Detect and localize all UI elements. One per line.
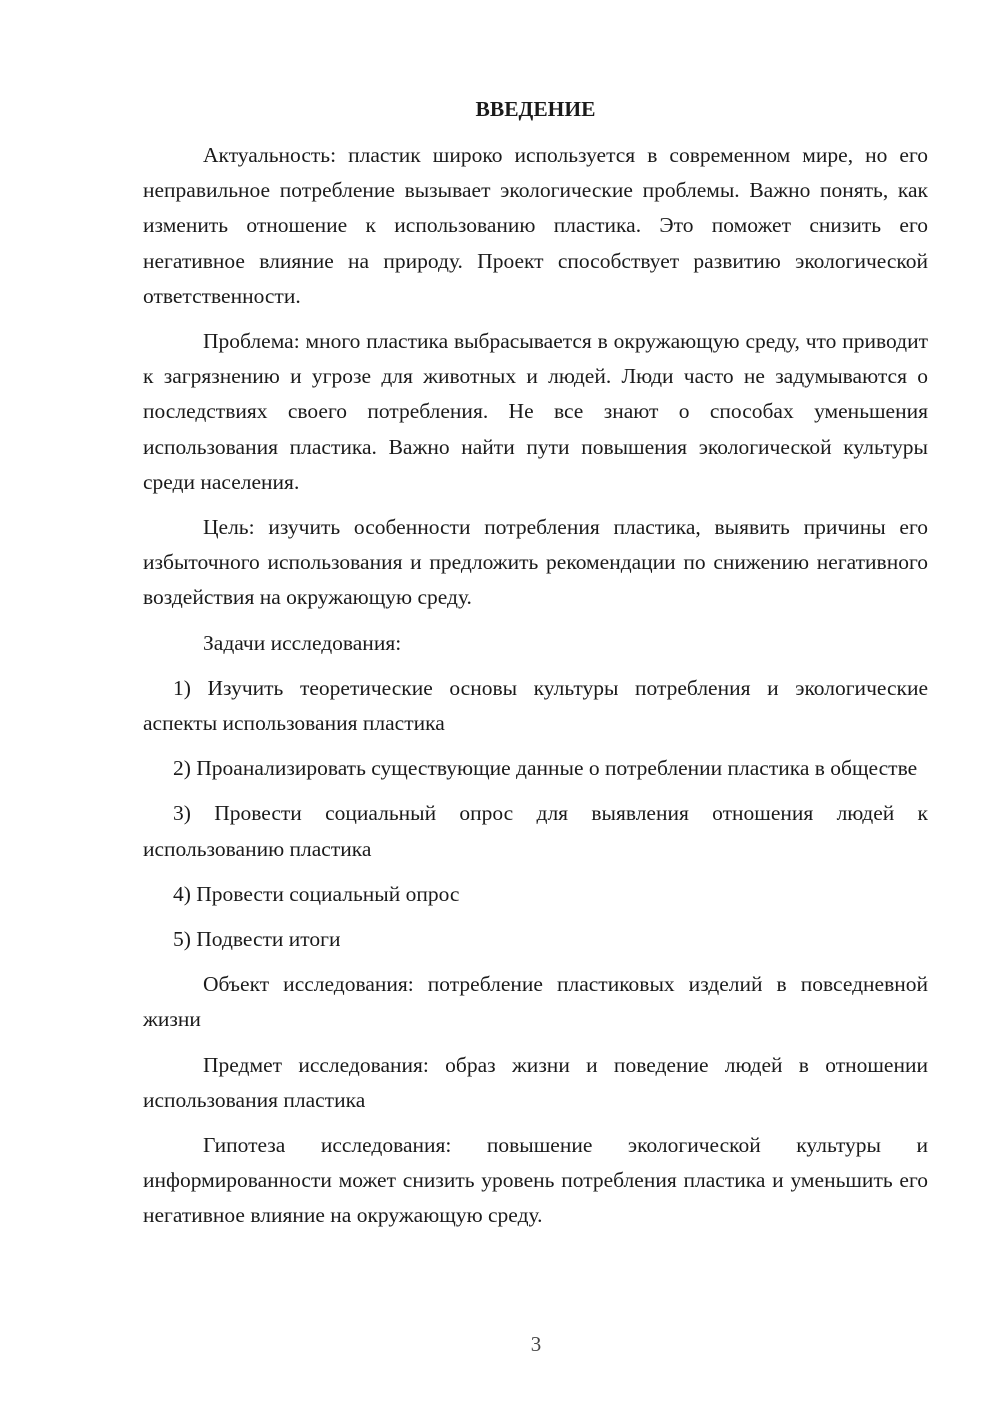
section-title: ВВЕДЕНИЕ (475, 97, 596, 121)
tasks-heading: Задачи исследования: (203, 630, 402, 655)
task-item: 2) Проанализировать существующие данные о потреблении пластика в обществе (173, 756, 918, 781)
goal-paragraph: Цель: изучить особенности потребления пластика, выявить причины его избыточного использования и предложить рекомендации по снижению негативного воздействия на окружающую среду. (143, 515, 928, 610)
task-item: 5) Подвести итоги (173, 927, 341, 952)
problem-paragraph: Проблема: много пластика выбрасывается в окружающую среду, что приводит к загрязнению и угрозе для животных и людей. Люди часто не задумываются о последствиях своего потребления. Не все знают о способах уменьшения использования пластика. Важно найти пути повышения экологической культуры среди населения. (143, 329, 928, 494)
page-body (143, 92, 928, 1244)
task-item: 1) Изучить теоретические основы культуры потребления и экологические аспекты использования пластика (143, 675, 928, 736)
task-item: 3) Провести социальный опрос для выявления отношения людей к использованию пластика (143, 801, 928, 861)
object-paragraph: Объект исследования: потребление пластиковых изделий в повседневной жизни (143, 972, 928, 1032)
subject-paragraph: Предмет исследования: образ жизни и поведение людей в отношении использования пластика (143, 1052, 928, 1112)
page-number: 3 (530, 1332, 542, 1356)
task-item: 4) Провести социальный опрос (173, 881, 460, 906)
relevance-paragraph: Актуальность: пластик широко используется в современном мире, но его неправильное потребление вызывает экологические проблемы. Важно понять, как изменить отношение к использованию пластика. Это поможет снизить его негативное влияние на природу. Проект способствует развитию экологической ответственности. (143, 143, 928, 308)
hypothesis-paragraph: Гипотеза исследования: повышение экологической культуры и информированности может снизить уровень потребления пластика и уменьшить его негативное влияние на окружающую среду. (143, 1133, 928, 1228)
